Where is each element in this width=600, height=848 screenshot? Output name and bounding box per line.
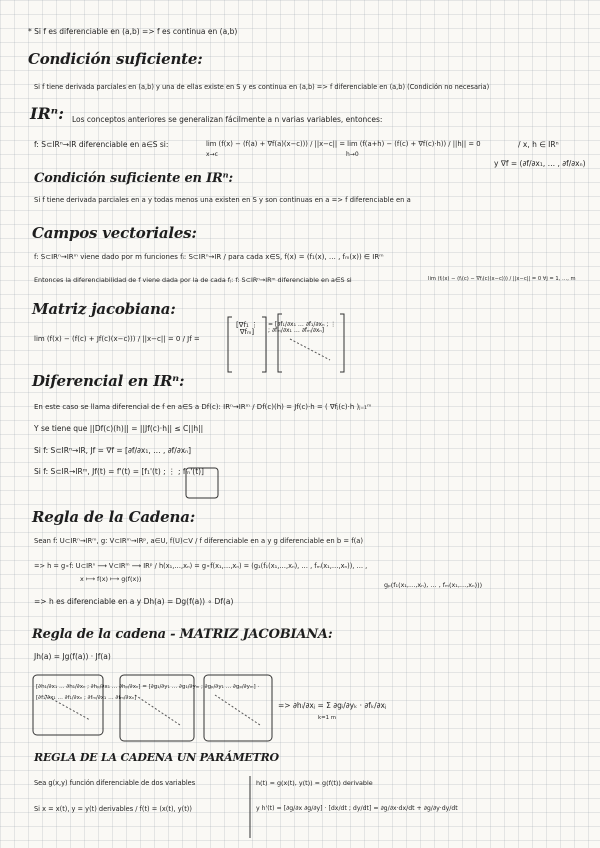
heading-un-parametro: REGLA DE LA CADENA UN PARÁMETRO xyxy=(34,751,279,764)
param-text: Sea g(x,y) función diferenciable de dos variables xyxy=(34,779,196,787)
cond-rn-text: Si f tiene derivada parciales en a y todas menos una existen en S y son continuas en a => f diferenciable en a xyxy=(34,196,411,204)
jacobian-limit: lim (f(x) − (f(c) + Jf(c)(x−c))) / ||x−c|| = 0 / Jf = xyxy=(34,335,200,343)
diff-definition: f: S⊂IRⁿ→IR diferenciable en a∈S si: xyxy=(34,140,169,149)
jacobian-matrix: = [∂f₁/∂x₁ … ∂f₁/∂xₙ ; ⋮ ; ∂fₘ/∂x₁ … ∂fₘ/∂xₙ] xyxy=(268,321,337,334)
diff-limit-under-2: h→0 xyxy=(346,151,359,158)
dif-text-3: Si f: S⊂IRⁿ→IR, Jf = ∇f = [∂f/∂x₁, … , ∂f/∂xₙ] xyxy=(34,446,192,455)
heading-cadena-jacobiana: Regla de la cadena - MATRIZ JACOBIANA: xyxy=(32,627,333,642)
cadena-text-4: gₚ(f₁(x₁,…,xₙ), … , fₘ(x₁,…,xₙ))) xyxy=(384,581,483,589)
campos-limit: lim (fⱼ(x) − (fⱼ(c) − ∇fⱼ(c)(x−c))) / ||x−c|| = 0 ∀j = 1, …, m xyxy=(428,276,576,282)
cadena-text-5: => h es diferenciable en a y Dh(a) = Dg(f(a)) ∘ Df(a) xyxy=(34,597,234,606)
diff-condition: / x, h ∈ IRⁿ xyxy=(518,140,559,149)
diff-limit-under-1: x→c xyxy=(206,151,218,158)
param-text-2: Si x = x(t), y = y(t) derivables / f(t) = (x(t), y(t)) xyxy=(34,805,192,813)
cadena-jac-sum-limits: k=1 m xyxy=(318,715,337,721)
diff-limit: lim (f(x) − (f(a) + ∇f(a)(x−c))) / ||x−c|| = lim (f(a+h) − (f(c) + ∇f(c)·h)) / ||h|| = 0 xyxy=(206,140,481,148)
heading-diferencial: Diferencial en IRⁿ: xyxy=(32,372,185,390)
heading-regla-cadena: Regla de la Cadena: xyxy=(32,508,196,526)
heading-condicion-rn: Condición suficiente en IRⁿ: xyxy=(34,171,233,186)
param-result-1: h(t) = g(x(t), y(t)) = g(f(t)) derivable xyxy=(256,779,373,787)
dif-text: En este caso se llama diferencial de f en a∈S a Df(c): IRⁿ→IRᵐ / Df(c)(h) = Jf(c)·h = ( ∇fⱼ(c)·h )ⱼ₌₁ᵐ xyxy=(34,403,372,411)
campos-text-2: Entonces la diferenciabilidad de f viene dada por la de cada fⱼ: f: S⊂IRⁿ→IRᵐ diferenciable en a∈S si xyxy=(34,276,352,284)
cadena-text: Sean f: U⊂IRⁿ→IRᵐ, g: V⊂IRᵐ→IRᵖ, a∈U, f(U)⊂V / f diferenciable en a y g diferenciable en b = f(a) xyxy=(34,537,364,545)
intro-line: * Si f es diferenciable en (a,b) => f es continua en (a,b) xyxy=(28,27,238,36)
cadena-text-3: x ⟼ f(x) ⟼ g(f(x)) xyxy=(80,575,142,583)
param-result-2: y h'(t) = [∂g/∂x ∂g/∂y] · [dx/dt ; dy/dt] = ∂g/∂x·dx/dt + ∂g/∂y·dy/dt xyxy=(256,805,458,812)
cadena-text-2: => h = g∘f: U⊂IRⁿ ⟶ V⊂IRᵐ ⟶ IRᵖ / h(x₁,…,xₙ) = g∘f(x₁,…,xₙ) = (g₁(f₁(x₁,…,xₙ), … , fₘ(x₁,…,xₙ)), … , xyxy=(34,562,368,570)
cadena-jac-sum: => ∂hᵢ/∂xⱼ = Σ ∂gᵢ/∂yₖ · ∂fₖ/∂xⱼ xyxy=(278,701,387,710)
cond-text: Si f tiene derivada parciales en (a,b) y una de ellas existe en S y es continua en (a,b) => f diferenciable en (a,b) (Condición no necesaria) xyxy=(34,83,490,91)
cadena-jac-matrices: [∂h₁/∂x₁ … ∂h₁/∂xₙ ; ∂hₚ/∂x₁ … ∂hₚ/∂xₙ] = [∂g₁/∂y₁ … ∂g₁/∂yₘ ; ∂gₚ/∂y₁ … ∂gₚ/∂yₘ] · [∂f₁/∂x₁ … ∂f₁/∂xₙ ; ∂fₘ/∂x₁ … ∂fₘ/∂xₙ] xyxy=(36,684,260,701)
heading-campos-vectoriales: Campos vectoriales: xyxy=(32,224,197,242)
heading-matriz-jacobiana: Matriz jacobiana: xyxy=(32,300,176,318)
gradient-def: y ∇f = (∂f/∂x₁, … , ∂f/∂xₙ) xyxy=(494,159,586,168)
campos-text: f: S⊂IRⁿ→IRᵐ viene dado por m funciones fᵢ: S⊂IRⁿ→IR / para cada x∈S, f(x) = (f₁(x), … , fₘ(x)) ∈ IRᵐ xyxy=(34,253,384,261)
cadena-jac-text: Jh(a) = Jg(f(a)) · Jf(a) xyxy=(34,652,111,661)
dif-text-2: Y se tiene que ||Df(c)(h)|| = ||Jf(c)·h|| ≤ C||h|| xyxy=(34,424,204,433)
jacobian-gradients: [∇f₁ ⋮ ∇fₘ] xyxy=(236,321,258,336)
rn-text: Los conceptos anteriores se generalizan fácilmente a n varias variables, entonces: xyxy=(72,115,383,124)
dif-text-4: Si f: S⊂IR→IRᵐ, Jf(t) = f'(t) = [f₁'(t) ; ⋮ ; fₘ'(t)] xyxy=(34,467,204,476)
rn-symbol: IRⁿ: xyxy=(30,104,65,123)
heading-condicion-suficiente: Condición suficiente: xyxy=(28,50,203,68)
